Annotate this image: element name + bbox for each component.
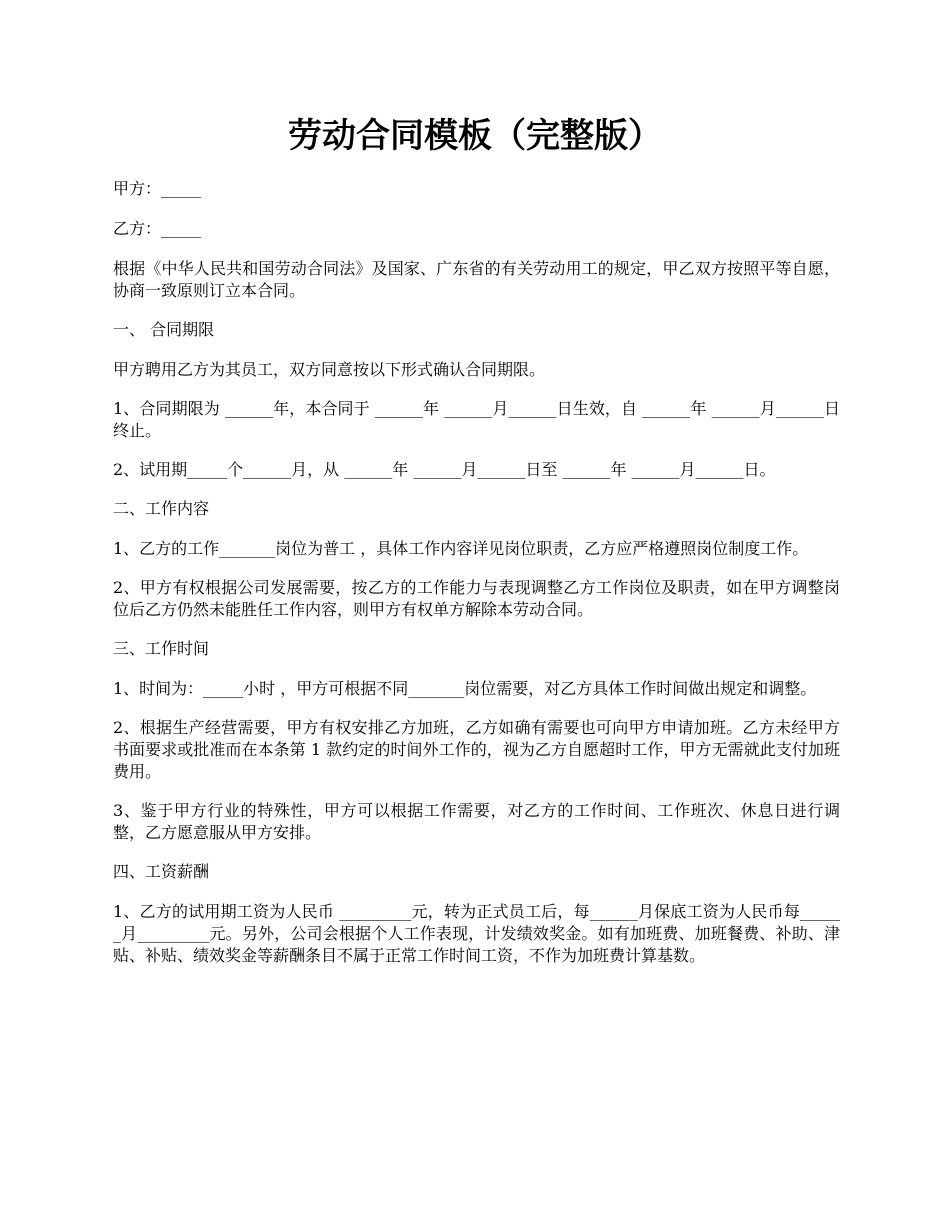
section-work-hours (113, 638, 840, 844)
section-paragraph: 2、试用期_____个______月，从 ______年 ______月______日至 ______年 ______月______日。 (113, 460, 776, 479)
section-paragraph: 2、甲方有权根据公司发展需要，按乙方的工作能力与表现调整乙方工作岗位及职责，如在甲方调整岗位后乙方仍然未能胜任工作内容，则甲方有权单方解除本劳动合同。 (113, 578, 840, 619)
section-paragraph: 1、乙方的工作_______岗位为普工 ，具体工作内容详见岗位职责，乙方应严格遵照岗位制度工作。 (113, 539, 809, 558)
section-paragraph: 1、时间为：_____小时 ，甲方可根据不同_______岗位需要，对乙方具体工作时间做出规定和调整。 (113, 679, 817, 698)
section-paragraph: 甲方聘用乙方为其员工，双方同意按以下形式确认合同期限。 (113, 360, 546, 379)
document-title: 劳动合同模板（完整版） (288, 116, 662, 156)
section-heading: 三、工作时间 (113, 639, 210, 658)
section-work-content (113, 498, 840, 621)
section-paragraph: 3、鉴于甲方行业的特殊性，甲方可以根据工作需要，对乙方的工作时间、工作班次、休息日进行调整，乙方愿意服从甲方安排。 (113, 801, 840, 842)
section-paragraph: 2、根据生产经营需要，甲方有权安排乙方加班，乙方如确有需要也可向甲方申请加班。乙方未经甲方书面要求或批准而在本条第 1 款约定的时间外工作的，视为乙方自愿超时工作，甲方无需就此支付加班费用。 (113, 718, 840, 781)
section-salary (113, 861, 840, 967)
section-heading: 二、工作内容 (113, 499, 210, 518)
section-contract-term (113, 319, 840, 481)
section-heading: 四、工资薪酬 (113, 862, 210, 881)
party-b-line: 乙方：_____ (113, 219, 202, 238)
section-paragraph: 1、乙方的试用期工资为人民币 _________元，转为正式员工后，每______月保底工资为人民币每______月_________元。另外，公司会根据个人工作表现，计发绩效奖金。如有加班费、加班餐费、补助、津贴、补贴、绩效奖金等薪酬条目不属于正常工作时间工资，不作为加班费计算基数。 (113, 902, 840, 965)
document-body (113, 178, 840, 984)
section-heading: 一、 合同期限 (113, 320, 215, 339)
section-paragraph: 1、合同期限为 ______年，本合同于 ______年 ______月______日生效，自 ______年 ______月______日终止。 (113, 399, 840, 440)
intro-paragraph: 根据《中华人民共和国劳动合同法》及国家、广东省的有关劳动用工的规定，甲乙双方按照平等自愿，协商一致原则订立本合同。 (113, 259, 840, 300)
party-a-line: 甲方：_____ (113, 179, 202, 198)
